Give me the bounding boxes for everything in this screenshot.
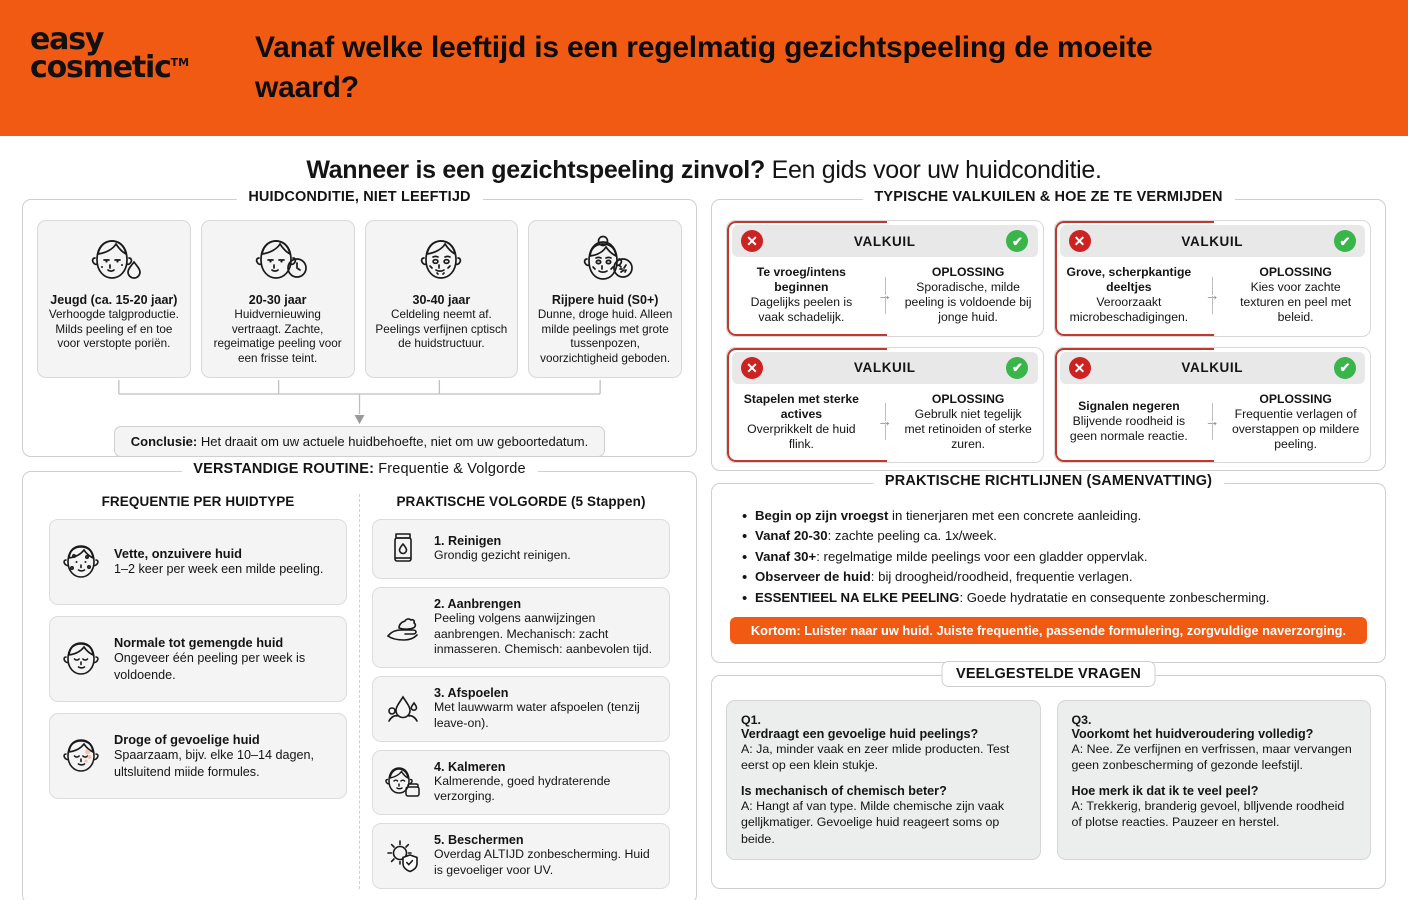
pitfall-head (732, 225, 1038, 257)
pitfall-head-label: VALKUIL (1181, 233, 1244, 249)
page-header (0, 0, 1408, 136)
age-card-row (37, 220, 682, 378)
pitfall-body (1055, 384, 1371, 463)
age-card-desc: Celdeling neemt af. Peelings verfijnen cptisch de huidstructuur. (375, 308, 508, 351)
pitfall-problem-desc: Dagelijks peelen is vaak schadelijk. (750, 294, 853, 325)
step-desc: Kalmerende, goed hydraterende verzorging. (434, 773, 611, 804)
guideline-rest: : Goede hydratatie en consequente zonbescherming. (959, 589, 1270, 605)
pitfall-card-4[interactable] (1054, 347, 1372, 464)
pitfall-head (1060, 352, 1366, 384)
check-icon: ✔ (1334, 357, 1356, 379)
face-clock-icon (210, 231, 346, 289)
pitfall-body (727, 384, 1043, 463)
pitfall-grid (726, 220, 1371, 463)
pitfall-body (1055, 257, 1371, 336)
pitfall-solution (900, 265, 1037, 326)
pitfall-problem (1061, 399, 1198, 444)
pitfall-solution-desc: Kies voor zachte texturen en peel met beleid. (1240, 279, 1352, 325)
guideline-bold: Vanaf 20-30 (755, 528, 828, 544)
age-card-desc: Verhoogde talgproductie. Milds peeling ef en toe voor verstopte poriën. (48, 308, 179, 351)
pitfall-solution-label: OPLOSSING (931, 265, 1005, 279)
step-desc: Met lauwwarm water afspoelen (tenzij leave-on). (434, 700, 640, 730)
pitfall-problem (1061, 265, 1198, 325)
check-icon: ✔ (1006, 230, 1028, 252)
step-card-1[interactable] (372, 519, 670, 579)
pitfall-problem-title: Grove, scherpkantige deeltjes (1066, 265, 1192, 295)
guideline-item (742, 526, 1365, 546)
cross-icon: ✕ (1069, 230, 1091, 252)
pitfall-problem-title: Signalen negeren (1078, 399, 1180, 414)
guideline-item (742, 547, 1365, 567)
conclusion-label: Conclusie: (130, 433, 198, 449)
hand-cream-icon (383, 608, 423, 648)
pitfall-card-2[interactable] (1054, 220, 1372, 337)
logo-trademark: TM (170, 55, 190, 69)
guideline-rest: in tienerjaren met een concrete aanleiding. (888, 508, 1142, 523)
routine-legend (181, 461, 537, 477)
skin-condition-legend: HUIDCONDITIE, NIET LEEFTIJD (236, 189, 482, 205)
step-card-3[interactable] (372, 676, 670, 741)
skin-card-sensitive[interactable] (49, 713, 347, 799)
age-card-title: Jeugd (ca. 15-20 jaar) (50, 293, 178, 307)
pitfall-solution (1227, 265, 1364, 326)
brand-logo (0, 18, 255, 85)
skin-condition-panel (22, 189, 697, 457)
faq-question: Voorkomt het huidveroudering volledig? (1071, 727, 1314, 741)
check-icon: ✔ (1006, 357, 1028, 379)
pitfall-solution (900, 392, 1037, 453)
pitfalls-panel (711, 189, 1386, 471)
faq-question: Verdraagt een gevoelige huid peelings? (741, 727, 979, 741)
arrow-right-icon: → (1197, 287, 1227, 304)
guidelines-panel (711, 473, 1386, 663)
step-desc: Grondig gezicht reinigen. (434, 548, 571, 563)
pitfall-head (1060, 225, 1366, 257)
guideline-item (742, 506, 1365, 526)
frequency-heading: FREQUENTIE PER HUIDTYPE (101, 494, 295, 509)
guidelines-list (726, 504, 1371, 608)
conclusion-text: Het draait om uw actuele huidbehoefte, niet om uw geboortedatum. (197, 433, 589, 449)
skin-card-title: Droge of gevoelige huid (114, 732, 260, 748)
guidelines-legend: PRAKTISCHE RICHTLIJNEN (SAMENVATTING) (873, 473, 1224, 489)
pitfall-solution-label: OPLOSSING (1259, 265, 1332, 279)
faq-spacer (741, 773, 1026, 784)
faq-question-number: Q1. (741, 713, 761, 727)
faq-question: Is mechanisch of chemisch beter? (741, 784, 947, 799)
skin-card-normal[interactable] (49, 616, 347, 702)
pitfall-solution (1227, 392, 1364, 453)
step-title: 1. Reinigen (434, 534, 502, 549)
cross-icon: ✕ (741, 357, 763, 379)
guideline-rest: : regelmatige milde peelings voor een gladder oppervlak. (816, 548, 1148, 564)
right-column (711, 189, 1386, 889)
skin-card-desc: Ongeveer één peeling per week is voldoende. (114, 651, 306, 682)
water-drop-icon (383, 689, 423, 729)
face-droplet-icon (46, 231, 182, 289)
guideline-bold: Vanaf 30+ (755, 548, 817, 564)
skin-card-title: Normale tot gemengde huid (114, 635, 284, 651)
faq-grid (726, 700, 1371, 860)
pitfall-solution-label: OPLOSSING (931, 391, 1005, 406)
pitfall-problem-desc: Blijvende roodheid is geen normale reactie. (1069, 414, 1188, 444)
pitfall-solution-desc: Frequentie verlagen of overstappen op mildere peeling. (1231, 406, 1360, 451)
faq-question-number: Q3. (1071, 713, 1092, 727)
age-connector-lines (37, 380, 682, 426)
faq-panel (711, 666, 1386, 889)
guideline-bold: ESSENTIEEL NA ELKE PEELING (755, 589, 960, 605)
step-title: 3. Afspoelen (434, 686, 509, 701)
age-card-title: 20-30 jaar (248, 293, 307, 307)
skin-card-desc: Spaarzaam, bijv. elke 10–14 dagen, ultsluitend miide formules. (114, 748, 314, 779)
cross-icon: ✕ (741, 230, 763, 252)
tube-icon (383, 529, 423, 569)
pitfalls-legend: TYPISCHE VALKUILEN & HOE ZE TE VERMIJDEN (862, 189, 1234, 205)
skin-card-desc: 1–2 keer per week een milde peeling. (114, 562, 324, 577)
faq-question: Hoe merk ik dat ik te veel peel? (1071, 784, 1259, 799)
face-bun-cell-icon (537, 231, 673, 289)
faq-card-left (726, 700, 1041, 860)
faq-card-right (1057, 700, 1372, 860)
guideline-rest: : bij droogheid/roodheid, frequentie verlagen. (870, 569, 1133, 585)
face-cream-jar-icon (383, 762, 423, 802)
left-column (22, 189, 697, 889)
conclusion-box (114, 426, 605, 457)
routine-body (37, 494, 682, 889)
guideline-bold: Observeer de huid (755, 569, 871, 585)
pitfall-problem-desc: Overprikkelt de huid flink. (747, 421, 856, 451)
frequency-column (37, 494, 360, 889)
pitfall-solution-desc: Gebrulk niet tegelijk met retinoiden of sterke zuren. (904, 406, 1032, 451)
page-title-normal: Een gids voor uw huidconditie. (764, 156, 1102, 184)
age-card-title: Rijpere huid (S0+) (551, 293, 659, 307)
pitfall-problem-title: Te vroeg/intens beginnen (756, 265, 846, 295)
arrow-right-icon: → (870, 287, 900, 304)
skin-card-oily[interactable] (49, 519, 347, 605)
check-icon: ✔ (1334, 230, 1356, 252)
pitfall-card-1[interactable] (726, 220, 1044, 337)
faq-answer: A: Nee. Ze verfijnen en verfrissen, maar vervangen geen zonbescherming of gezonde leefstijl. (1071, 742, 1352, 773)
age-card-desc: Huidvernieuwing vertraagt. Zachte, regeimatige peeling voor een frisse teint. (213, 308, 342, 366)
page-title-bold: Wanneer is een gezichtspeeling zinvol? (306, 156, 765, 184)
pitfall-head-label: VALKUIL (1181, 360, 1244, 376)
guideline-rest: : zachte peeling ca. 1x/week. (827, 528, 997, 544)
faq-answer: A: Ja, minder vaak en zeer mlide producten. Test eerst op een klein stukje. (741, 742, 1010, 773)
step-card-2[interactable] (372, 587, 670, 668)
content-board (0, 189, 1408, 889)
face-wrinkles-icon (374, 231, 510, 289)
pitfall-problem (733, 392, 870, 452)
conclusion-wrap (37, 426, 682, 457)
faq-answer: A: Trekkerig, branderig gevoel, blljvende roodheid of plotse reacties. Pauzeer en herstel. (1071, 799, 1345, 830)
routine-panel (22, 461, 697, 900)
step-desc: Peeling volgens aanwijzingen aanbrengen. Mechanisch: zacht inmasseren. Chemisch: aanbevolen tijd. (434, 611, 653, 657)
step-title: 4. Kalmeren (434, 759, 506, 774)
routine-legend-thin: Frequentie & Volgorde (374, 461, 526, 477)
guideline-item (742, 588, 1365, 608)
sun-shield-icon (383, 836, 423, 876)
pitfall-solution-label: OPLOSSING (1259, 391, 1332, 406)
pitfall-solution-desc: Sporadische, milde peeling is voldoende bij jonge huid. (904, 279, 1032, 325)
pitfall-head-label: VALKUIL (853, 233, 916, 249)
pitfall-head (732, 352, 1038, 384)
faq-answer: A: Hangt af van type. Milde chemische zijn vaak gelljkmatiger. Gevoelige huid reageert soms op beide. (741, 799, 1005, 846)
order-heading: PRAKTISCHE VOLGORDE (5 Stappen) (396, 494, 646, 509)
face-oily-icon (60, 539, 102, 585)
pitfall-card-3[interactable] (726, 347, 1044, 464)
guideline-bold: Begin op zijn vroegst (755, 508, 889, 523)
face-sensitive-icon (60, 733, 102, 779)
step-desc: Overdag ALTIJD zonbescherming. Huid is gevoeliger voor UV. (434, 847, 650, 877)
steps-column (360, 494, 682, 889)
pitfall-problem (733, 265, 870, 325)
routine-legend-bold: VERSTANDIGE ROUTINE: (193, 461, 375, 477)
step-title: 5. Beschermen (434, 833, 524, 848)
age-card-30-40[interactable] (365, 220, 519, 378)
pitfall-problem-desc: Veroorzaakt microbeschadigingen. (1069, 294, 1189, 325)
header-title: Vanaf welke leeftijd is een regelmatig gezichtspeeling de moeite waard? (255, 31, 1153, 104)
age-card-youth[interactable] (37, 220, 191, 378)
arrow-right-icon: → (1197, 413, 1227, 430)
age-card-20-30[interactable] (201, 220, 355, 378)
faq-legend: VEELGESTELDE VRAGEN (941, 661, 1156, 687)
skin-card-title: Vette, onzuivere huid (114, 546, 242, 562)
age-card-mature[interactable] (528, 220, 682, 378)
age-card-desc: Dunne, droge huid. Alleen milde peelings met grote tussenpozen, voorzichtigheid geboden. (537, 308, 673, 366)
logo-line-1: easy (30, 22, 104, 57)
face-normal-icon (60, 636, 102, 682)
cross-icon: ✕ (1069, 357, 1091, 379)
pitfall-head-label: VALKUIL (853, 360, 916, 376)
pitfall-body (727, 257, 1043, 336)
age-card-title: 30-40 jaar (412, 293, 471, 307)
faq-spacer (1072, 773, 1357, 784)
guideline-item (742, 567, 1365, 587)
logo-line-2: cosmetic™ (30, 49, 190, 85)
step-title: 2. Aanbrengen (434, 597, 522, 611)
step-card-4[interactable] (372, 750, 670, 815)
step-card-5[interactable] (372, 823, 670, 888)
kortom-banner: Kortom: Luister naar uw huid. Juiste frequentie, passende formulering, zorgvuldige naverzorging. (730, 617, 1367, 644)
arrow-right-icon: → (870, 413, 900, 430)
pitfall-problem-title: Stapelen met sterke actives (743, 391, 859, 421)
